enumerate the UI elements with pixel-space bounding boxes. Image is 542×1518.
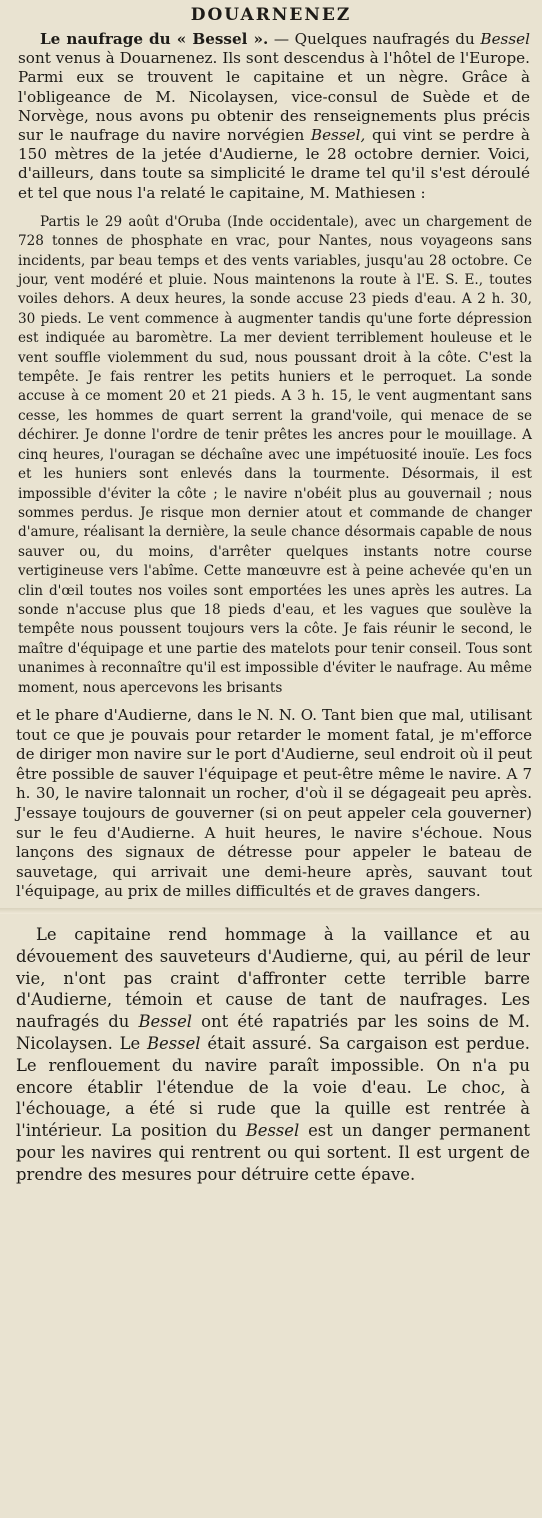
ship-name: Bessel (245, 1121, 300, 1141)
lead-paragraph (0, 30, 542, 203)
article-title: Le naufrage du « Bessel ». (40, 30, 269, 48)
section-heading: DOUARNENEZ (190, 5, 352, 25)
closing-text-4: est un danger permanent pour les navires qui rentrent ou qui sortent. Il est urgent de prendre des mesures pour détruire cette épave. (16, 1121, 530, 1184)
captain-account: Partis le 29 août d'Oruba (Inde occidentale), avec un chargement de 728 tonnes de phosphate en vrac, pour Nantes, nous voyageons sans incidents, par beau temps et des vents variables, jusqu'au 28 octobre. Ce jour, vent modéré et pluie. Nous maintenons la route à l'E. S. E., toutes voiles dehors. A deux heures, la sonde accuse 23 pieds d'eau. A 2 h. 30, 30 pieds. Le vent commence à augmenter tandis qu'une forte dépression est indiquée au baromètre. La mer devient terriblement houleuse et le vent souffle violemment du sud, nous poussant droit à la côte. C'est la tempête. Je fais rentrer les petits huniers et le perroquet. La sonde accuse à ce moment 20 et 21 pieds. A 3 h. 15, le vent augmentant sans cesse, les hommes de quart serrent la grand'voile, qui menace de se déchirer. Je donne l'ordre de tenir prêtes les ancres pour le mouillage. A cinq heures, l'ouragan se déchaîne avec une impétuosité inouïe. Les focs et les huniers sont enlevés dans la tourmente. Désormais, il est impossible d'éviter la côte ; le navire n'obéit plus au gouvernail ; nous sommes perdus. Je risque mon dernier atout et commande de changer d'amure, réalisant la dernière, la seule chance désormais capable de nous sauver ou, du moins, d'arrêter quelques instants notre course vertigineuse vers l'abîme. Cette manœuvre est à peine achevée qu'en un clin d'œil toutes nos voiles sont emportées les unes après les autres. La sonde n'accuse plus que 18 pieds d'eau, et les vagues que soulève la tempête nous poussent toujours vers la côte. Je fais réunir le second, le maître d'équipage et une partie des matelots pour tenir conseil. Tous sont unanimes à reconnaître qu'il est impossible d'éviter le naufrage. Au même moment, nous apercevons les brisants (18, 213, 532, 696)
lead-text-2: sont venus à Douarnenez. Ils sont descendus à l'hôtel de l'Europe. Parmi eux se trouvent le capitaine et un nègre. Grâce à l'obligeance de M. Nicolaysen, vice-consul de Suède et de Norvège, nous avons pu obtenir des renseignements plus précis sur le naufrage du navire norvégien (18, 49, 530, 145)
closing-text-2: ont été rapatriés par les soins de M. Nicolaysen. Le (16, 1012, 530, 1053)
closing-text-1: Le capitaine rend hommage à la vaillance et au dévouement des sauveteurs d'Audierne, qui, au péril de leur vie, n'ont pas craint d'affronter cette terrible barre d'Audierne, témoin et cause de tant de naufrages. Les naufragés du (16, 924, 530, 1032)
closing-paragraph (0, 924, 542, 1186)
title-dash: — (268, 30, 295, 48)
ship-name: Bessel (480, 30, 530, 48)
closing-text-3: était assuré. Sa cargaison est perdue. Le renflouement du navire paraît impossible. On n'a pu encore établir l'étendue de la voie d'eau. Le choc, à l'échouage, a été si rude que la quille est rentrée à l'intérieur. La position du (16, 1033, 530, 1141)
ship-name: Bessel, (310, 126, 366, 145)
ship-name: Bessel (147, 1033, 201, 1053)
ship-name: Bessel (138, 1012, 193, 1032)
captain-account-continued: et le phare d'Audierne, dans le N. N. O. Tant bien que mal, utilisant tout ce que je pouvais pour retarder le moment fatal, je m'efforce de diriger mon navire sur le port d'Audierne, seul endroit où il peut être possible de sauver l'équipage et peut-être même le navire. A 7 h. 30, le navire talonnait un rocher, d'où il se dégageait peu après. J'essaye toujours de gouverner (si on peut appeler cela gouverner) sur le feu d'Audierne. A huit heures, le navire s'échoue. Nous lançons des signaux de détresse pour appeler le bateau de sauvetage, qui arrivait une demi-heure après, sauvant tout l'équipage, au prix de milles difficultés et de graves dangers. (16, 705, 532, 901)
lead-text-3: qui vint se perdre à 150 mètres de la jetée d'Audierne, le 28 octobre dernier. Voici, d'ailleurs, dans toute sa simplicité le drame tel qu'il s'est déroulé et tel que nous l'a relaté le capitaine, M. Mathiesen : (18, 126, 530, 202)
paper-fold (0, 908, 542, 914)
lead-text-1: Quelques naufragés du (294, 30, 481, 48)
